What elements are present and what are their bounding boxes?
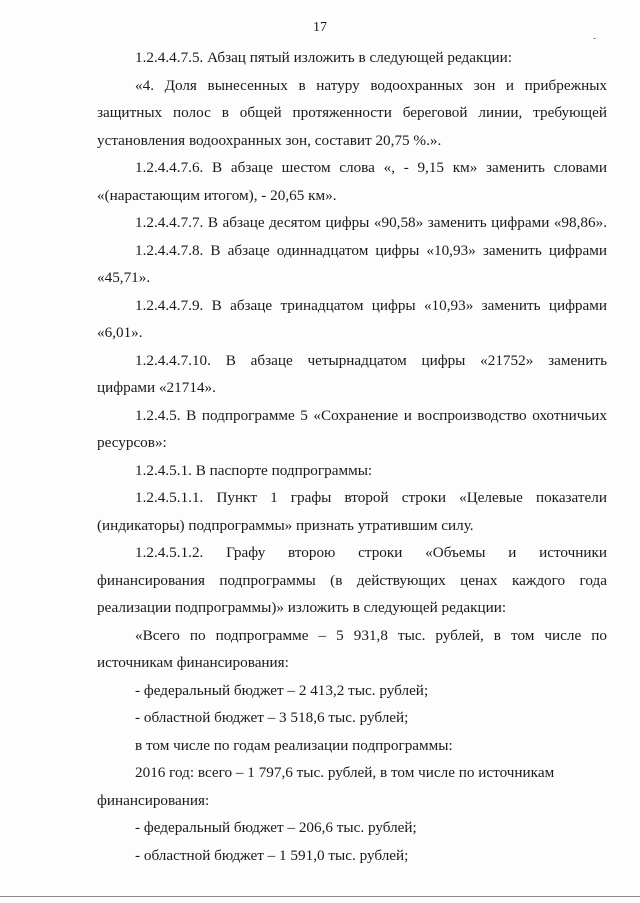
text-line: - федеральный бюджет – 2 413,2 тыс. рублей; [135,681,429,699]
text-line: «(нарастающим итогом), - 20,65 км». [97,186,337,204]
text-line: 1.2.4.4.7.7. В абзаце десятом цифры «90,58» заменить цифрами «98,86». [135,214,607,231]
text-line: 1.2.4.5.1. В паспорте подпрограммы: [135,461,373,479]
text-line: «Всего по подпрограмме – 5 931,8 тыс. рублей, в том числе по [135,626,607,644]
text-line: 1.2.4.4.7.6. В абзаце шестом слова «, - 9,15 км» заменить словами [135,159,607,176]
text-line: 2016 год: всего – 1 797,6 тыс. рублей, в том числе по источникам [135,764,555,781]
text-line: защитных полос в общей протяженности береговой линии, требующей [97,104,607,121]
text-line: «45,71». [97,269,151,286]
text-line: установления водоохранных зон, составит 20,75 %.». [97,131,442,149]
text-line: (индикаторы) подпрограммы» признать утратившим силу. [97,516,474,534]
text-line: в том числе по годам реализации подпрограммы: [135,736,453,754]
page-bottom-edge [0,896,640,897]
scan-artifact [593,38,596,39]
text-line: цифрами «21714». [97,379,216,396]
text-line: 1.2.4.4.7.10. В абзаце четырнадцатом цифры «21752» заменить [135,351,607,369]
text-line: 1.2.4.4.7.8. В абзаце одиннадцатом цифры «10,93» заменить цифрами [135,241,607,259]
text-line: 1.2.4.4.7.9. В абзаце тринадцатом цифры «10,93» заменить цифрами [135,296,607,314]
text-line: 1.2.4.5.1.2. Графу второю строки «Объемы и источники [135,544,607,561]
text-line: 1.2.4.5. В подпрограмме 5 «Сохранение и воспроизводство охотничьих [135,406,607,424]
text-line: - федеральный бюджет – 206,6 тыс. рублей; [135,819,417,836]
text-line: реализации подпрограммы)» изложить в следующей редакции: [97,599,507,616]
text-line: финансирования подпрограммы (в действующих ценах каждого года [97,571,607,589]
text-line: источникам финансирования: [97,654,289,671]
text-line: - областной бюджет – 3 518,6 тыс. рублей; [135,709,409,726]
page-number: 17 [313,20,327,35]
document-body [97,44,607,869]
text-line: ресурсов»: [97,434,167,451]
text-line: 1.2.4.5.1.1. Пункт 1 графы второй строки «Целевые показатели [135,489,607,506]
text-line: «4. Доля вынесенных в натуру водоохранных зон и прибрежных [135,76,607,94]
text-line: «6,01». [97,324,143,341]
text-line: 1.2.4.4.7.5. Абзац пятый изложить в следующей редакции: [135,49,512,66]
text-line: - областной бюджет – 1 591,0 тыс. рублей; [135,846,409,864]
text-line: финансирования: [97,791,210,809]
